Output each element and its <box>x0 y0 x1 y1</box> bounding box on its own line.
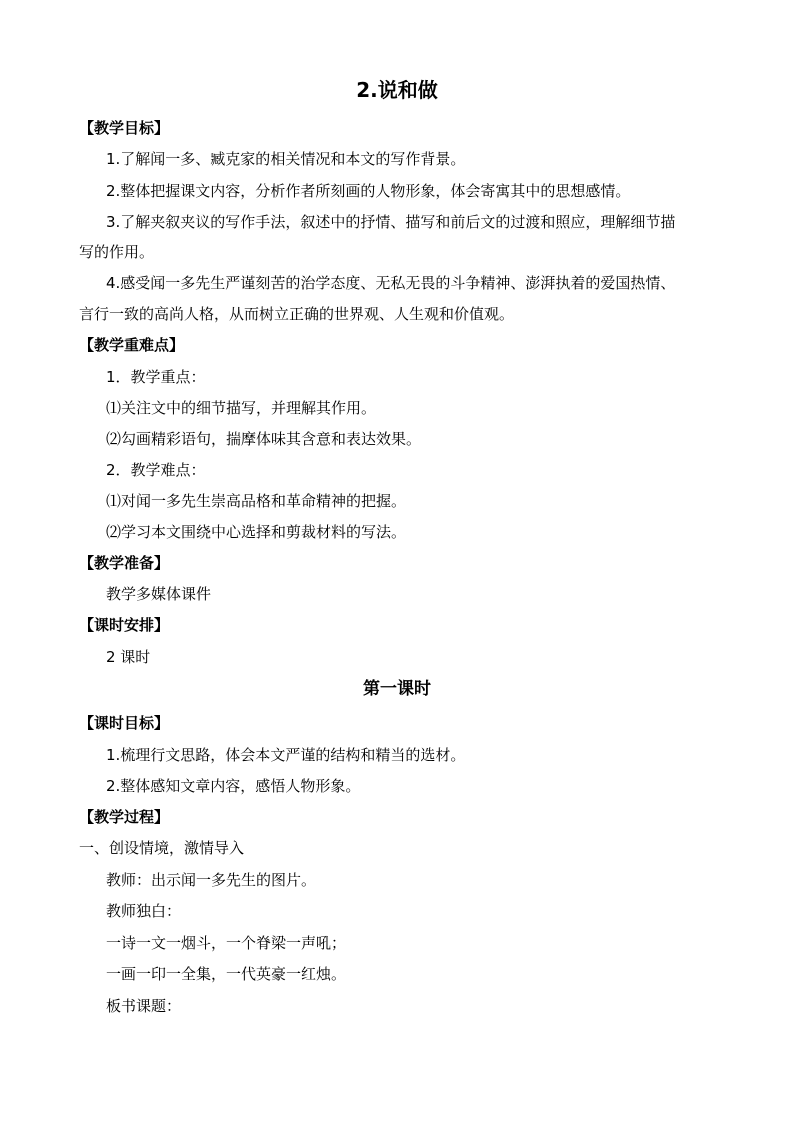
objective-item-1: 1.了解闻一多、臧克家的相关情况和本文的写作背景。 <box>106 150 466 168</box>
poem-line-1: 一诗一文一烟斗，一个脊梁一声吼； <box>106 934 347 952</box>
process-text-2: 教师独白： <box>106 902 182 920</box>
process-text-1: 教师：出示闻一多先生的图片。 <box>106 871 317 889</box>
objective-item-3-line-1: 3.了解夹叙夹议的写作手法，叙述中的抒情、描写和前后文的过渡和照应，理解细节描 <box>106 213 676 231</box>
preparation-content: 教学多媒体课件 <box>106 585 212 603</box>
preparation-heading: 【教学准备】 <box>79 554 170 572</box>
focus-item-1: ⑴关注文中的细节描写，并理解其作用。 <box>106 399 377 417</box>
focus-item-2: ⑵勾画精彩语句，揣摩体味其含意和表达效果。 <box>106 430 422 448</box>
process-heading: 【教学过程】 <box>79 808 170 826</box>
key-points-heading: 【教学重难点】 <box>79 336 185 354</box>
lesson-1-title: 第一课时 <box>363 679 431 699</box>
document-title: 2.说和做 <box>356 78 438 102</box>
difficulty-item-1: ⑴对闻一多先生崇高品格和革命精神的把握。 <box>106 492 407 510</box>
process-step-1: 一、创设情境，激情导入 <box>79 839 245 857</box>
lesson-goals-heading: 【课时目标】 <box>79 714 170 732</box>
poem-line-2: 一画一印一全集，一代英豪一红烛。 <box>106 965 347 983</box>
objective-item-4-line-1: 4.感受闻一多先生严谨刻苦的治学态度、无私无畏的斗争精神、澎湃执着的爱国热情、 <box>106 274 676 292</box>
lesson-goal-2: 2.整体感知文章内容，感悟人物形象。 <box>106 777 361 795</box>
objective-item-4-line-2: 言行一致的高尚人格，从而树立正确的世界观、人生观和价值观。 <box>79 305 515 323</box>
schedule-heading: 【课时安排】 <box>79 616 170 634</box>
process-text-3: 板书课题： <box>106 997 182 1015</box>
objective-item-2: 2.整体把握课文内容，分析作者所刻画的人物形象，体会寄寓其中的思想感情。 <box>106 182 631 200</box>
schedule-content: 2 课时 <box>106 648 151 666</box>
objective-item-3-line-2: 写的作用。 <box>79 243 155 261</box>
difficulty-label: 2．教学难点： <box>106 461 206 479</box>
focus-label: 1．教学重点： <box>106 368 206 386</box>
lesson-goal-1: 1.梳理行文思路，体会本文严谨的结构和精当的选材。 <box>106 746 466 764</box>
objectives-heading: 【教学目标】 <box>79 119 170 137</box>
difficulty-item-2: ⑵学习本文围绕中心选择和剪裁材料的写法。 <box>106 523 407 541</box>
